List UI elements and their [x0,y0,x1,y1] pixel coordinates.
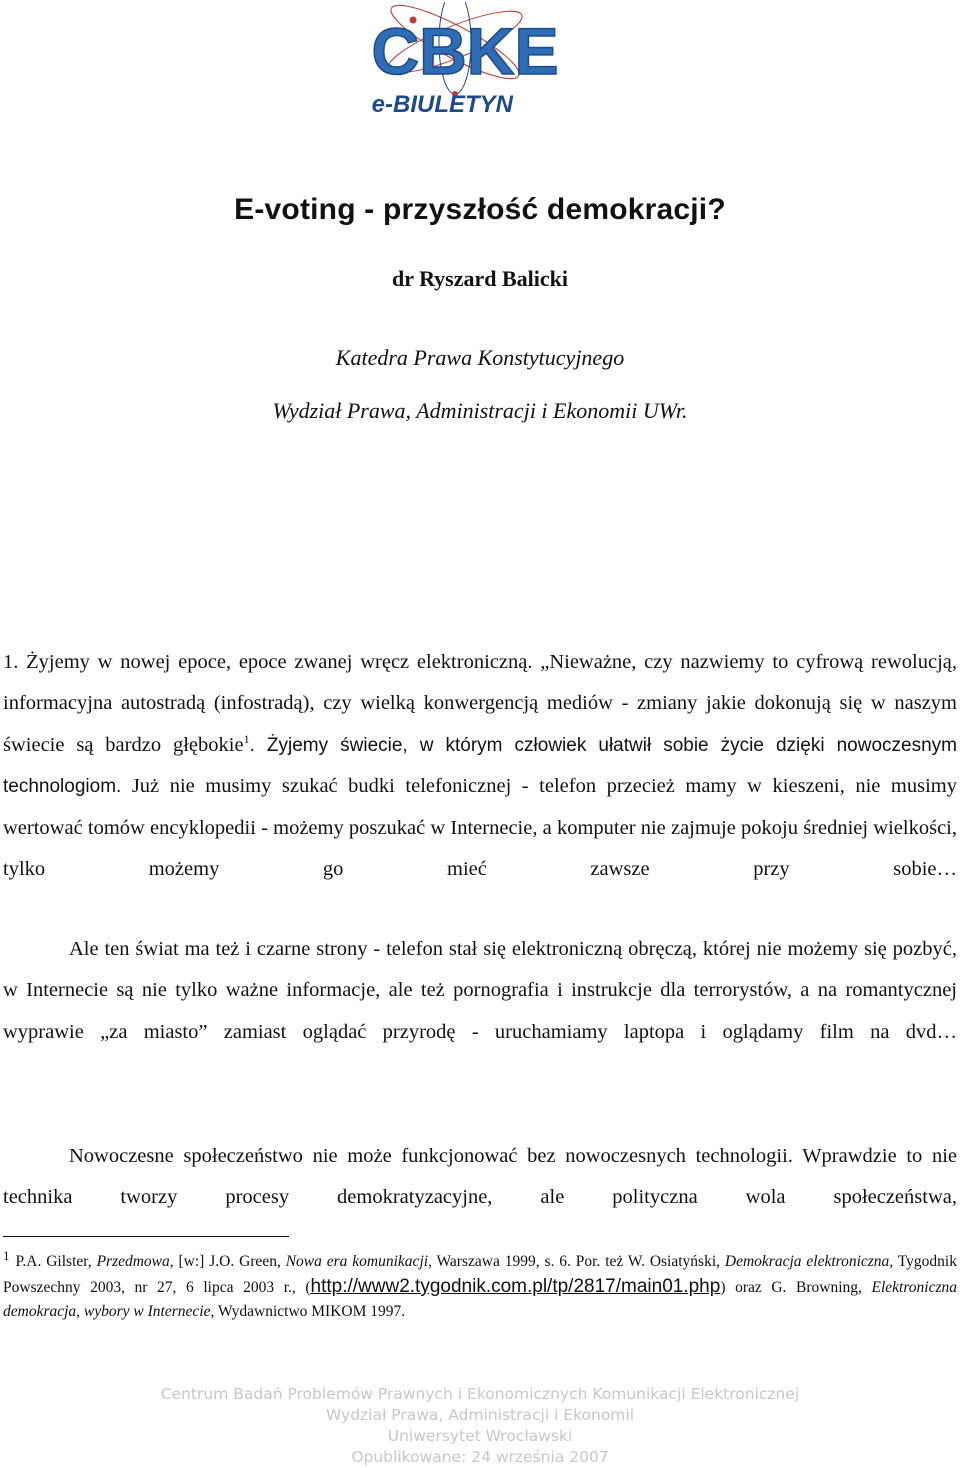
footnote-end: Wydawnictwo MIKOM 1997. [214,1303,406,1321]
author-faculty: Wydział Prawa, Administracji i Ekonomii UWr. [272,398,688,423]
footnote-author1: P.A. Gilster, [15,1253,97,1271]
paragraph-1-tail: Już nie musimy szukać budki telefonicznej - telefon przecież mamy w kieszeni, nie musimy wertować tomów encyklopedii - możemy poszukać w Internecie, a komputer nie zajmuje pokoju średniej wielkości, tylko możemy go mieć zawsze przy sobie… [3,775,957,881]
article-author: dr Ryszard Balicki [391,266,569,291]
logo-subtitle: e-BIULETYN [371,91,513,118]
footnote-title1: Przedmowa, [96,1253,174,1271]
paragraph-3 [3,1136,957,1219]
footnote-title3: Demokracja elektroniczna, [724,1253,894,1271]
footnote-url-link[interactable]: http://www2.tygodnik.com.pl/tp/2817/main01.php [310,1275,721,1297]
footer-publication-date: Opublikowane: 24 września 2007 [351,1448,609,1466]
page-footer [0,1384,960,1468]
paragraph-1-text: 1. Żyjemy w nowej epoce, epoce zwanej wręcz elektroniczną. „Nieważne, czy nazwiemy to cyfrową rewolucją, informacyjna autostradą (infostradą), czy wielką konwergencją mediów - zmiany jakie dokonują się w naszym świecie są bardzo głębokie [3,651,957,756]
paragraph-1 [3,642,957,890]
article-title: E-voting - przyszłość demokracji? [234,193,726,226]
footnote-mid4: ) oraz G. Browning, [720,1278,872,1296]
footnote-mid2: , Warszawa 1999, s. 6. Por. też W. Osiatyński, [428,1253,725,1271]
logo-text: CBKE [371,14,559,88]
footnote-divider [3,1236,289,1237]
paragraph-1-sans-text: . Żyjemy świecie, w którym człowiek ułatwił sobie życie dzięki nowoczesnym technologiom. [3,734,957,798]
footnote-1 [3,1244,957,1325]
footnote-number: 1 [3,1248,10,1263]
paragraph-3-text: Nowoczesne społeczeństwo nie może funkcjonować bez nowoczesnych technologii. Wprawdzie to nie technika tworzy procesy demokratyzacyjne, ale polityczna wola społeczeństwa, [3,1145,957,1209]
footnote-mid3: Tygodnik Powszechny 2003, nr 27, 6 lipca 2003 r., ( [3,1253,957,1296]
footer-line-2: Wydział Prawa, Administracji i Ekonomii [325,1406,635,1424]
footer-line-3: Uniwersytet Wrocławski [387,1427,573,1445]
cbke-logo [355,2,575,120]
footnote-title4: Elektroniczna demokracja, wybory w Internecie, [3,1278,957,1321]
footnote-ref[interactable]: 1 [243,731,250,746]
paragraph-2 [3,929,957,1053]
footnote-mid1: [w:] J.O. Green, [173,1253,286,1271]
footnote-title2: Nowa era komunikacji [285,1253,429,1271]
footer-line-1: Centrum Badań Problemów Prawnych i Ekonomicznych Komunikacji Elektronicznej [160,1385,800,1403]
paragraph-2-text: Ale ten świat ma też i czarne strony - telefon stał się elektroniczną obręczą, której nie możemy się pozbyć, w Internecie są nie tylko ważne informacje, ale też pornografia i instrukcje dla terrorystów, a na romantycznej wyprawie „za miasto” zamiast oglądać przyrodę - uruchamiamy laptopa i oglądamy film na dvd… [3,938,957,1043]
author-department: Katedra Prawa Konstytucyjnego [335,345,625,370]
